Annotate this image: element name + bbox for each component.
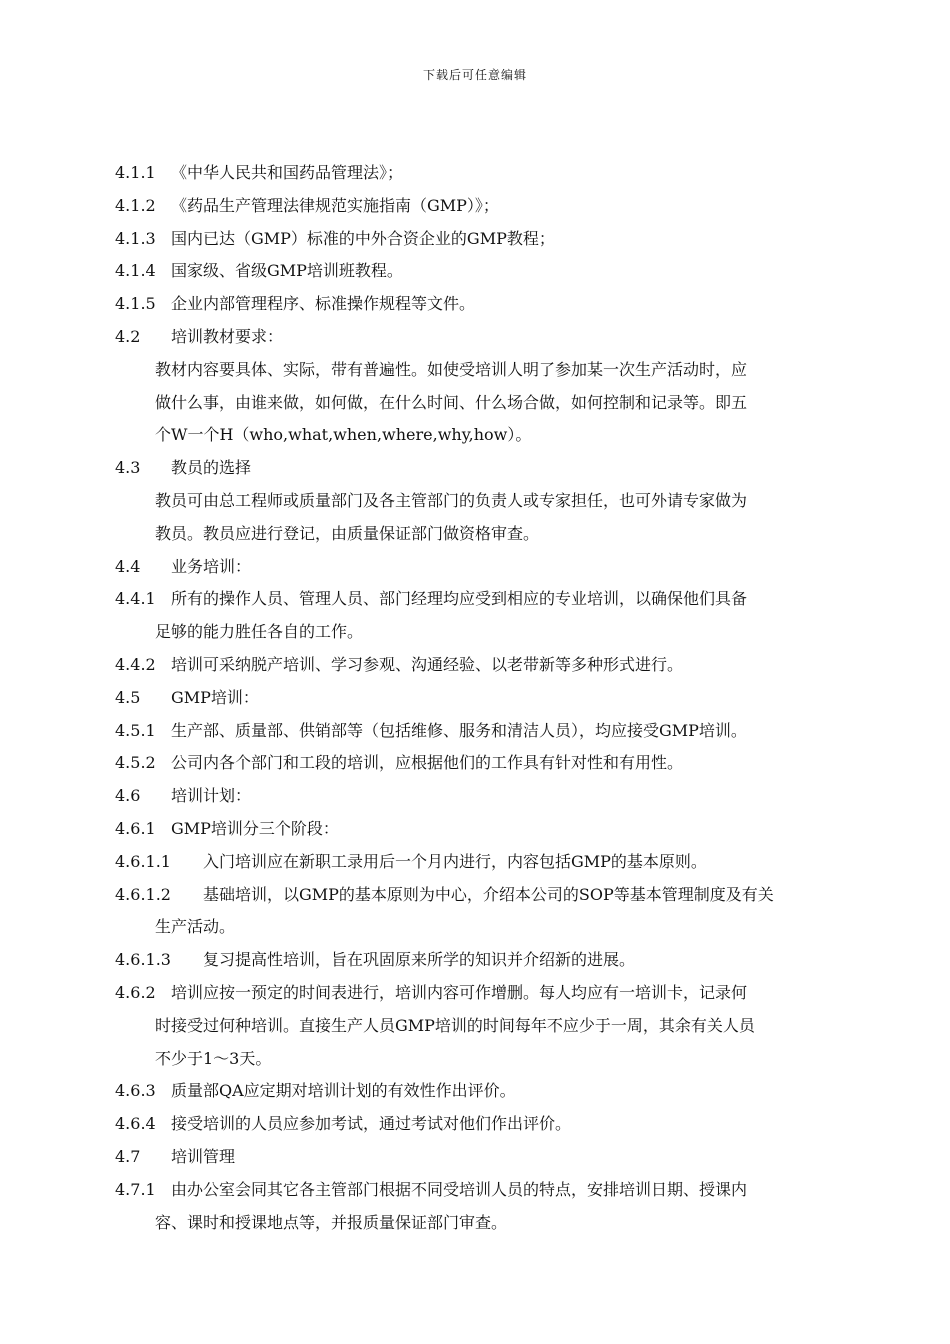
paragraph-text: 《中华人民共和国药品管理法》； [171,163,404,182]
section-number: 4.6.1 [115,818,156,838]
section-number: 4.3 [115,458,141,478]
paragraph-text: 培训教材要求： [171,326,284,346]
section-number: 4.4.1 [115,589,156,609]
paragraph-text: GMP培训分三个阶段： [171,818,339,838]
paragraph-text: 国家级、省级GMP培训班教程。 [171,261,403,281]
paragraph-text: 教材内容要具体、实际，带有普遍性。如使受培训人明了参加某一次生产活动时，应 [155,359,748,379]
paragraph-text: 不少于1～3天。 [155,1048,272,1068]
section-number: 4.6.3 [115,1081,156,1101]
section-number: 4.6.1.3 [115,950,171,970]
paragraph-text: 《药品生产管理法律规范实施指南（GMP）》； [171,195,499,215]
paragraph [115,321,875,354]
paragraph-text: 教员。教员应进行登记，由质量保证部门做资格审查。 [155,523,540,543]
document-body [115,157,875,1239]
section-number: 4.7 [115,1146,141,1166]
paragraph-text: 基础培训，以GMP的基本原则为中心，介绍本公司的SOP等基本管理制度及有关 [203,884,774,904]
paragraph-text: 公司内各个部门和工段的培训，应根据他们的工作具有针对性和有用性。 [171,753,684,773]
paragraph-text: 时接受过何种培训。直接生产人员GMP培训的时间每年不应少于一周，其余有关人员 [155,1015,755,1035]
paragraph-text: 培训计划： [171,786,252,806]
section-number: 4.4 [115,556,141,576]
section-number: 4.1.4 [115,261,156,281]
paragraph-text: 个W一个H（who,what,when,where,why,how）。 [155,425,532,445]
paragraph-text: 培训管理 [171,1146,236,1166]
paragraph [115,682,875,715]
paragraph [115,1075,875,1108]
paragraph-text: 复习提高性培训，旨在巩固原来所学的知识并介绍新的进展。 [203,950,636,970]
paragraph [115,452,875,485]
paragraph-text: 业务培训： [171,556,252,576]
paragraph [115,583,875,649]
paragraph-text: 所有的操作人员、管理人员、部门经理均应受到相应的专业培训，以确保他们具备 [171,589,748,609]
section-number: 4.6.1.1 [115,851,171,871]
section-number: 4.1.1 [115,163,156,182]
paragraph [115,223,875,256]
paragraph-text: 培训可采纳脱产培训、学习参观、沟通经验、以老带新等多种形式进行。 [171,654,684,674]
paragraph [115,747,875,780]
section-number: 4.5.2 [115,753,156,773]
section-number: 4.6.1.2 [115,884,171,904]
paragraph [115,846,875,879]
section-number: 4.1.5 [115,294,156,314]
paragraph [115,1141,875,1174]
paragraph-text: 国内已达（GMP）标准的中外合资企业的GMP教程； [171,228,555,248]
paragraph [115,288,875,321]
section-number: 4.5.1 [115,720,156,740]
paragraph-text: 生产部、质量部、供销部等（包括维修、服务和清洁人员），均应接受GMP培训。 [171,720,747,740]
section-number: 4.1.2 [115,195,156,215]
paragraph [115,485,875,551]
paragraph-text: 培训应按一预定的时间表进行，培训内容可作增删。每人均应有一培训卡，记录何 [171,982,748,1002]
paragraph-text: 教员的选择 [171,458,252,478]
paragraph [115,157,875,190]
paragraph [115,649,875,682]
paragraph-text: 接受培训的人员应参加考试，通过考试对他们作出评价。 [171,1114,572,1134]
paragraph [115,780,875,813]
paragraph [115,977,875,1075]
section-number: 4.6.2 [115,982,156,1002]
paragraph [115,551,875,584]
section-number: 4.5 [115,687,141,707]
paragraph-text: 企业内部管理程序、标准操作规程等文件。 [171,294,476,314]
paragraph-text: 入门培训应在新职工录用后一个月内进行，内容包括GMP的基本原则。 [203,851,707,871]
paragraph-text: 生产活动。 [155,917,236,937]
paragraph [115,190,875,223]
paragraph-text: GMP培训： [171,687,259,707]
paragraph-text: 容、课时和授课地点等，并报质量保证部门审查。 [155,1212,508,1232]
page-header: 下载后可任意编辑 [422,68,527,82]
paragraph [115,879,875,945]
paragraph-text: 做什么事，由谁来做，如何做，在什么时间、什么场合做，如何控制和记录等。即五 [155,392,748,412]
paragraph [115,1174,875,1240]
section-number: 4.7.1 [115,1179,156,1199]
paragraph [115,255,875,288]
paragraph [115,354,875,452]
section-number: 4.4.2 [115,654,156,674]
paragraph-text: 由办公室会同其它各主管部门根据不同受培训人员的特点，安排培训日期、授课内 [171,1179,748,1199]
paragraph [115,715,875,748]
paragraph [115,944,875,977]
section-number: 4.6.4 [115,1114,156,1134]
section-number: 4.2 [115,326,141,346]
section-number: 4.6 [115,786,141,806]
paragraph-text: 教员可由总工程师或质量部门及各主管部门的负责人或专家担任，也可外请专家做为 [155,490,748,510]
section-number: 4.1.3 [115,228,156,248]
paragraph [115,1108,875,1141]
paragraph-text: 足够的能力胜任各自的工作。 [155,622,364,642]
paragraph-text: 质量部QA应定期对培训计划的有效性作出评价。 [171,1081,516,1101]
paragraph [115,813,875,846]
